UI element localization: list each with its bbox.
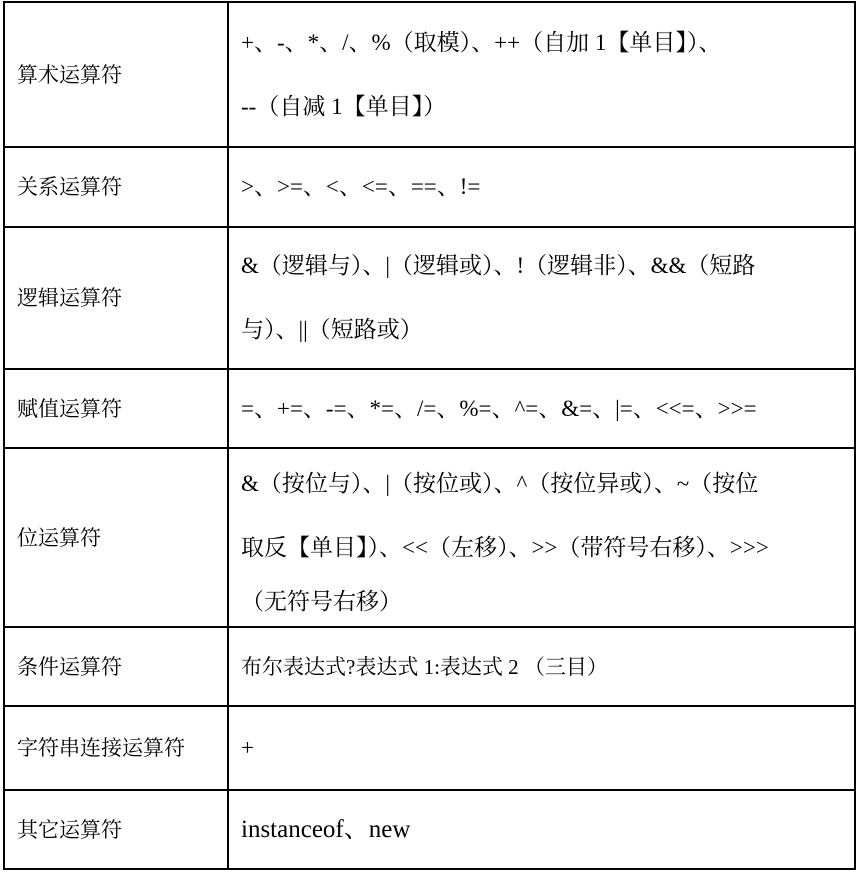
operator-category: 条件运算符 <box>4 627 228 706</box>
operator-line: 取反【单目】）、<<（左移）、>>（带符号右移）、>>> <box>241 534 769 560</box>
operator-list <box>228 790 855 869</box>
operator-line: >、>=、<、<=、==、!= <box>241 174 481 199</box>
operator-line: （无符号右移） <box>241 588 402 614</box>
operator-category: 关系运算符 <box>4 147 228 227</box>
table-row <box>4 627 855 706</box>
operator-list <box>228 2 855 147</box>
table-row <box>4 147 855 227</box>
operator-line: 布尔表达式?表达式 1:表达式 2 （三目） <box>241 654 608 679</box>
operator-line: &（按位与）、|（按位或）、^（按位异或）、~（按位 <box>241 470 759 496</box>
operator-line: +、-、*、/、%（取模）、++（自加 1【单目】）、 <box>241 29 722 55</box>
operator-line: + <box>241 735 254 760</box>
operator-list <box>228 448 855 627</box>
operator-list <box>228 706 855 790</box>
operator-category: 算术运算符 <box>4 2 228 147</box>
operator-list <box>228 627 855 706</box>
operator-line: &（逻辑与）、|（逻辑或）、!（逻辑非）、&&（短路 <box>241 253 756 278</box>
operator-line: =、+=、-=、*=、/=、%=、^=、&=、|=、<<=、>>= <box>241 395 757 421</box>
operator-line: 与）、||（短路或） <box>241 317 423 342</box>
table-row <box>4 369 855 448</box>
operator-category: 字符串连接运算符 <box>4 706 228 790</box>
table-row <box>4 448 855 627</box>
table-row <box>4 706 855 790</box>
operator-line: --（自减 1【单目】） <box>241 93 447 119</box>
operator-list <box>228 227 855 369</box>
operators-table <box>3 1 856 870</box>
operator-category: 赋值运算符 <box>4 369 228 448</box>
operator-category: 其它运算符 <box>4 790 228 869</box>
table-row <box>4 227 855 369</box>
operator-category: 逻辑运算符 <box>4 227 228 369</box>
operator-list <box>228 369 855 448</box>
operator-list <box>228 147 855 227</box>
operator-line: instanceof、new <box>241 815 411 843</box>
table-row <box>4 2 855 147</box>
table-row <box>4 790 855 869</box>
operator-category: 位运算符 <box>4 448 228 627</box>
